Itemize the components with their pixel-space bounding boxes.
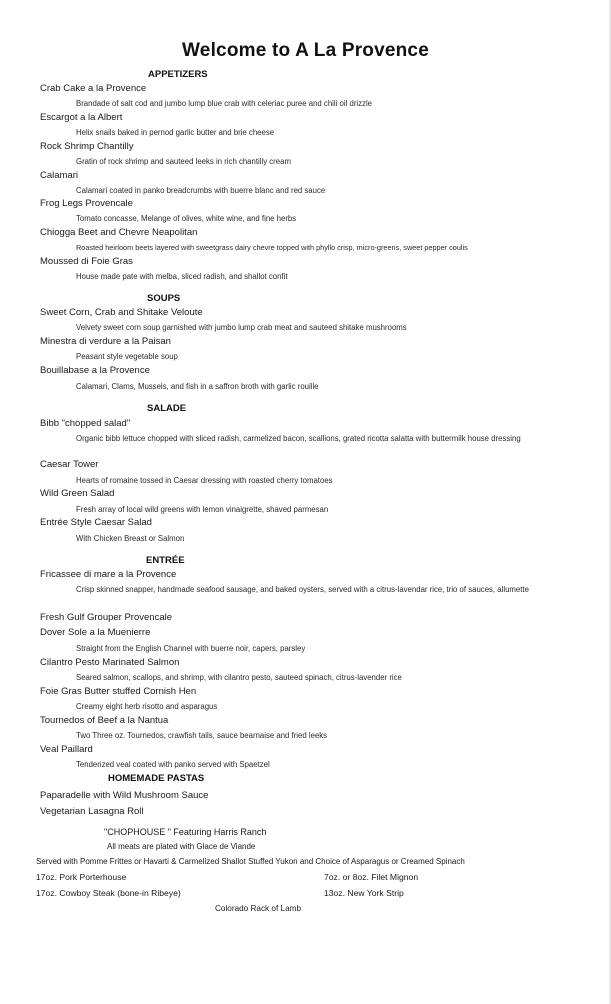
chophouse-note: All meats are plated with Glace de Viande bbox=[107, 842, 256, 851]
menu-item-description: Roasted heirloom beets layered with sweetgrass dairy chevre topped with phyllo crisp, micro-greens, sweet pepper coulis bbox=[76, 243, 468, 252]
section-appetizers: APPETIZERS bbox=[148, 69, 208, 80]
section-entree: ENTRÉE bbox=[146, 555, 185, 566]
menu-item-description: Seared salmon, scallops, and shrimp, with cilantro pesto, sauteed spinach, citrus-lavender rice bbox=[76, 673, 402, 682]
menu-item-name: Moussed di Foie Gras bbox=[40, 256, 133, 267]
menu-item-description: Brandade of salt cod and jumbo lump blue crab with celeriac puree and chili oil drizzle bbox=[76, 99, 373, 108]
menu-item-name: Dover Sole a la Muenierre bbox=[40, 627, 151, 638]
menu-item-description: Gratin of rock shrimp and sauteed leeks in rich chantilly cream bbox=[76, 157, 291, 166]
menu-item-name: Cilantro Pesto Marinated Salmon bbox=[40, 657, 180, 668]
menu-item-name: Wild Green Salad bbox=[40, 488, 115, 499]
menu-item-name: Sweet Corn, Crab and Shitake Veloute bbox=[40, 307, 203, 318]
section-pastas: HOMEMADE PASTAS bbox=[108, 773, 205, 784]
menu-item-description: Calamari coated in panko breadcrumbs with buerre blanc and red sauce bbox=[76, 186, 326, 195]
menu-item-name: Caesar Tower bbox=[40, 459, 99, 470]
menu-item-name: Calamari bbox=[40, 170, 79, 181]
menu-item-name: Paparadelle with Wild Mushroom Sauce bbox=[40, 790, 209, 801]
menu-item-name: Tournedos of Beef a la Nantua bbox=[40, 715, 169, 726]
menu-item-description: Creamy eight herb risotto and asparagus bbox=[76, 702, 218, 711]
menu-item-description: With Chicken Breast or Salmon bbox=[76, 534, 185, 543]
menu-item-description: House made pate with melba, sliced radish, and shallot confit bbox=[76, 272, 288, 281]
chophouse-heading: "CHOPHOUSE " Featuring Harris Ranch bbox=[104, 827, 267, 837]
menu-item-description: Peasant style vegetable soup bbox=[76, 352, 178, 361]
menu-item-description: Organic bibb lettuce chopped with sliced radish, carmelized bacon, scallions, grated ricotta salatta with buttermilk house dressing bbox=[76, 434, 521, 443]
menu-item-name: Crab Cake a la Provence bbox=[40, 83, 147, 94]
menu-item-name: Rock Shrimp Chantilly bbox=[40, 141, 134, 152]
menu-item-name: Frog Legs Provencale bbox=[40, 198, 133, 209]
menu-item-description: Straight from the English Channel with buerre noir, capers, parsley bbox=[76, 644, 306, 653]
page-title: Welcome to A La Provence bbox=[182, 40, 429, 61]
menu-item-description: Calamari, Clams, Mussels, and fish in a saffron broth with garlic rouille bbox=[76, 382, 319, 391]
steak-item: 17oz. Cowboy Steak (bone-in Ribeye) bbox=[36, 888, 181, 898]
chophouse-served-with: Served with Pomme Frittes or Havarti & Carmelized Shallot Stuffed Yukon and Choice of Asparagus or Creamed Spinach bbox=[36, 857, 465, 866]
menu-item-name: Minestra di verdure a la Paisan bbox=[40, 336, 171, 347]
section-salade: SALADE bbox=[147, 403, 187, 414]
menu-item-description: Tomato concasse, Melange of olives, white wine, and fine herbs bbox=[76, 214, 297, 223]
steak-item: 7oz. or 8oz. Filet Mignon bbox=[324, 872, 419, 882]
menu-item-name: Chiogga Beet and Chevre Neapolitan bbox=[40, 227, 198, 238]
menu-item-name: Vegetarian Lasagna Roll bbox=[40, 806, 144, 817]
section-soups: SOUPS bbox=[147, 293, 181, 304]
menu-item-name: Bouillabase a la Provence bbox=[40, 365, 150, 376]
menu-item-name: Bibb "chopped salad" bbox=[40, 418, 131, 429]
menu-item-name: Veal Paillard bbox=[40, 744, 93, 755]
lamb-item: Colorado Rack of Lamb bbox=[215, 904, 302, 913]
menu-item-name: Fricassee di mare a la Provence bbox=[40, 569, 177, 580]
menu-item-description: Velvety sweet corn soup garnished with jumbo lump crab meat and sauteed shitake mushrooms bbox=[76, 323, 407, 332]
menu-item-description: Fresh array of local wild greens with lemon vinaigrette, shaved parmesan bbox=[76, 505, 329, 514]
menu-item-description: Tenderized veal coated with panko served with Spaetzel bbox=[76, 760, 270, 769]
menu-item-name: Entrée Style Caesar Salad bbox=[40, 517, 152, 528]
menu-item-description: Two Three oz. Tournedos, crawfish tails, sauce bearnaise and fried leeks bbox=[76, 731, 328, 740]
menu-item-description: Crisp skinned snapper, handmade seafood sausage, and baked oysters, served with a citrus-lavendar rice, trio of sauces, allumette bbox=[76, 585, 529, 594]
menu-item-description: Helix snails baked in pernod garlic butter and brie cheese bbox=[76, 128, 275, 137]
menu-item-description: Hearts of romaine tossed in Caesar dressing with roasted cherry tomatoes bbox=[76, 476, 333, 485]
steak-item: 13oz. New York Strip bbox=[324, 888, 404, 898]
menu-item-name: Foie Gras Butter stuffed Cornish Hen bbox=[40, 686, 197, 697]
menu-item-name: Escargot a la Albert bbox=[40, 112, 123, 123]
steak-item: 17oz. Pork Porterhouse bbox=[36, 872, 127, 882]
menu-item-name: Fresh Gulf Grouper Provencale bbox=[40, 612, 173, 623]
